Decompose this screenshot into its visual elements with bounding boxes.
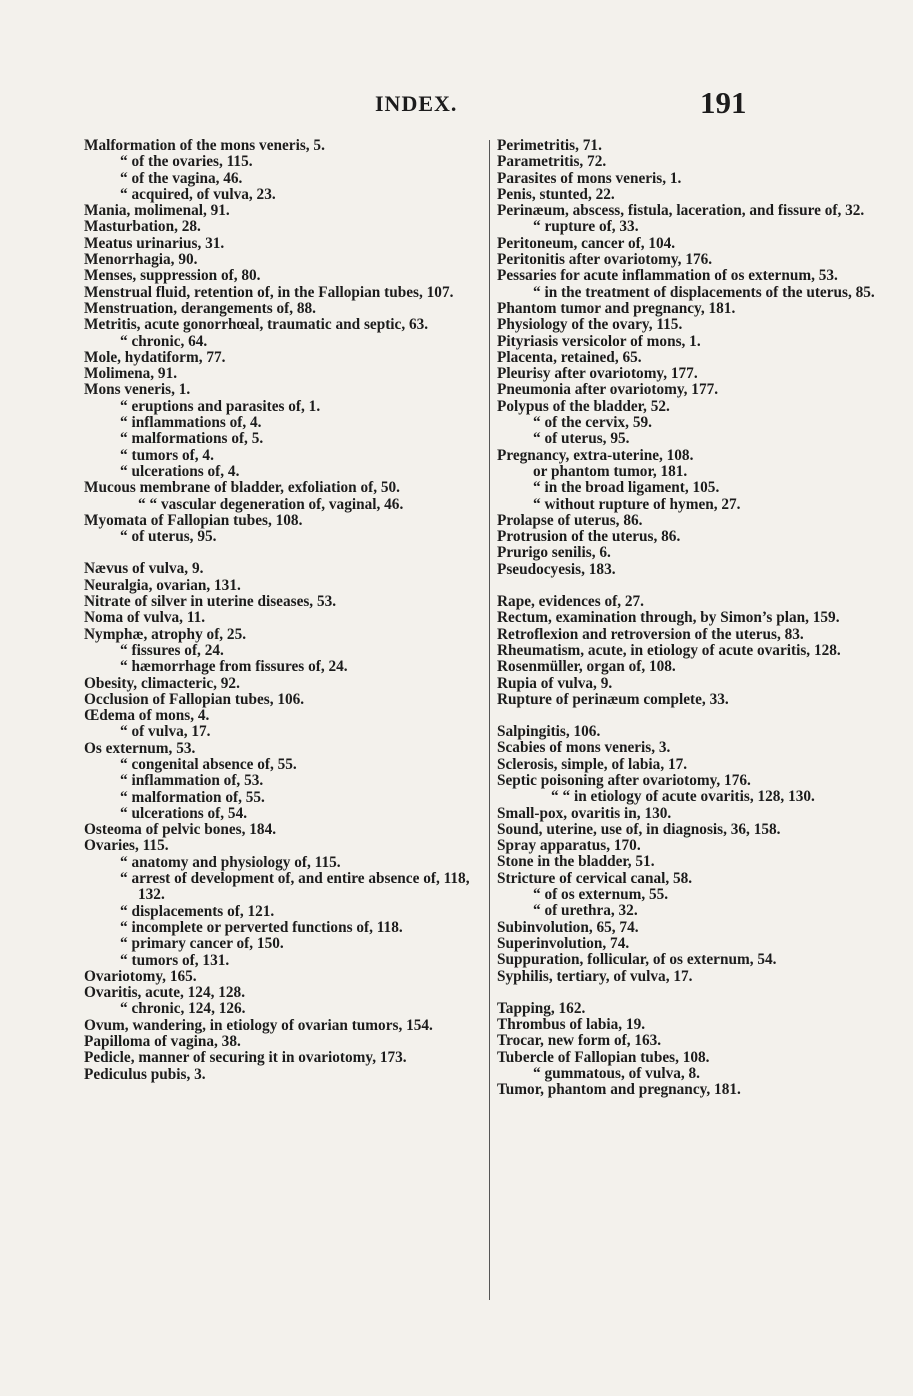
index-entry: Menstruation, derangements of, 88.	[84, 299, 316, 317]
index-subentry: “ “ vascular degeneration of, vaginal, 46.	[138, 495, 404, 513]
index-entry: Ovariotomy, 165.	[84, 967, 197, 985]
index-subentry: “ without rupture of hymen, 27.	[533, 495, 741, 513]
index-subentry: “ of the ovaries, 115.	[120, 153, 253, 171]
index-subentry: “ of vulva, 17.	[120, 723, 211, 741]
page-number: 191	[700, 85, 747, 120]
index-entry: Rectum, examination through, by Simon’s plan, 159.	[497, 609, 840, 627]
index-subentry: “ ulcerations of, 54.	[120, 804, 248, 822]
index-entry: Penis, stunted, 22.	[497, 185, 615, 203]
index-subentry: or phantom tumor, 181.	[533, 462, 688, 480]
index-subentry: “ in the broad ligament, 105.	[533, 479, 720, 497]
index-subentry: “ “ in etiology of acute ovaritis, 128, 130.	[551, 788, 815, 806]
index-entry: Pediculus pubis, 3.	[84, 1065, 206, 1083]
index-entry: Menorrhagia, 90.	[84, 251, 198, 269]
page-header	[0, 85, 800, 128]
index-subentry: “ displacements of, 121.	[120, 902, 275, 920]
index-entry: Pregnancy, extra-uterine, 108.	[497, 446, 694, 464]
index-entry: Sound, uterine, use of, in diagnosis, 36, 158.	[497, 820, 781, 838]
index-subentry: “ of os externum, 55.	[533, 886, 669, 904]
index-entry: Retroflexion and retroversion of the uterus, 83.	[497, 625, 804, 643]
index-entry: Prolapse of uterus, 86.	[497, 511, 643, 529]
index-entry: Tapping, 162.	[497, 999, 586, 1017]
index-entry: Perinæum, abscess, fistula, laceration, and fissure of, 32.	[497, 202, 865, 220]
index-entry: Peritoneum, cancer of, 104.	[497, 234, 676, 252]
index-entry: Spray apparatus, 170.	[497, 837, 641, 855]
index-subentry: “ fissures of, 24.	[120, 641, 224, 659]
index-subentry: “ tumors of, 131.	[120, 951, 230, 969]
index-subentry: “ of uterus, 95.	[120, 528, 217, 546]
index-entry: Pseudocyesis, 183.	[497, 560, 616, 578]
index-subentry: “ in the treatment of displacements of the uterus, 85.	[533, 283, 875, 301]
index-subentry: “ chronic, 64.	[120, 332, 208, 350]
index-subentry: “ tumors of, 4.	[120, 446, 214, 464]
index-entry: Placenta, retained, 65.	[497, 348, 642, 366]
index-entry: Rheumatism, acute, in etiology of acute ovaritis, 128.	[497, 641, 841, 659]
index-subentry: “ acquired, of vulva, 23.	[120, 185, 276, 203]
index-entry: Nitrate of silver in uterine diseases, 53.	[84, 593, 337, 611]
index-entry: Mons veneris, 1.	[84, 381, 191, 399]
index-entry: Thrombus of labia, 19.	[497, 1016, 646, 1034]
index-entry: Molimena, 91.	[84, 365, 178, 383]
index-entry: Œdema of mons, 4.	[84, 707, 210, 725]
index-entry: Pessaries for acute inflammation of os externum, 53.	[497, 267, 838, 285]
index-entry: Stone in the bladder, 51.	[497, 853, 655, 871]
index-subentry: “ malformation of, 55.	[120, 788, 265, 806]
index-entry: Mole, hydatiform, 77.	[84, 348, 226, 366]
index-subentry: “ inflammations of, 4.	[120, 414, 262, 432]
index-entry: Suppuration, follicular, of os externum, 54.	[497, 951, 777, 969]
index-entry: Nævus of vulva, 9.	[84, 560, 204, 578]
index-entry: Perimetritis, 71.	[497, 137, 602, 154]
index-subentry: “ primary cancer of, 150.	[120, 935, 284, 953]
index-entry: Tumor, phantom and pregnancy, 181.	[497, 1081, 741, 1099]
index-entry: Ovaries, 115.	[84, 837, 169, 855]
index-entry: Menstrual fluid, retention of, in the Fallopian tubes, 107.	[84, 283, 454, 301]
index-entry: Pneumonia after ovariotomy, 177.	[497, 381, 719, 399]
index-entry: Superinvolution, 74.	[497, 934, 630, 952]
index-entry: Septic poisoning after ovariotomy, 176.	[497, 771, 751, 789]
index-column-left	[84, 138, 486, 1083]
column-divider	[489, 140, 490, 1300]
index-entry: Obesity, climacteric, 92.	[84, 674, 240, 692]
index-subentry: “ malformations of, 5.	[120, 430, 264, 448]
index-entry: Nymphæ, atrophy of, 25.	[84, 625, 247, 643]
index-entry: Rosenmüller, organ of, 108.	[497, 658, 676, 676]
index-entry: Prurigo senilis, 6.	[497, 544, 611, 562]
index-entry: Neuralgia, ovarian, 131.	[84, 576, 241, 594]
index-entry: Pedicle, manner of securing it in ovariotomy, 173.	[84, 1049, 407, 1067]
index-subentry: “ of the cervix, 59.	[533, 414, 652, 432]
index-subentry: “ congenital absence of, 55.	[120, 755, 297, 773]
index-entry: Masturbation, 28.	[84, 218, 201, 236]
index-entry: Syphilis, tertiary, of vulva, 17.	[497, 967, 693, 985]
index-entry: Mucous membrane of bladder, exfoliation of, 50.	[84, 479, 400, 497]
index-entry: Menses, suppression of, 80.	[84, 267, 261, 285]
index-entry: Salpingitis, 106.	[497, 723, 601, 741]
index-entry: Metritis, acute gonorrhœal, traumatic and septic, 63.	[84, 316, 429, 334]
index-entry: Rape, evidences of, 27.	[497, 593, 645, 611]
index-entry: Protrusion of the uterus, 86.	[497, 528, 681, 546]
index-entry: Parametritis, 72.	[497, 153, 607, 171]
index-entry: Ovum, wandering, in etiology of ovarian tumors, 154.	[84, 1016, 433, 1034]
index-entry: Rupture of perinæum complete, 33.	[497, 690, 729, 708]
section-gap	[497, 985, 913, 1001]
index-subentry: “ arrest of development of, and entire absence of, 118, 132.	[120, 870, 470, 904]
index-subentry: “ of uterus, 95.	[533, 430, 630, 448]
index-entry: Sclerosis, simple, of labia, 17.	[497, 755, 688, 773]
index-entry: Polypus of the bladder, 52.	[497, 397, 670, 415]
index-subentry: “ anatomy and physiology of, 115.	[120, 853, 341, 871]
index-entry: Meatus urinarius, 31.	[84, 234, 225, 252]
index-subentry: “ inflammation of, 53.	[120, 772, 264, 790]
index-entry: Trocar, new form of, 163.	[497, 1032, 662, 1050]
index-subentry: “ eruptions and parasites of, 1.	[120, 397, 321, 415]
index-column-right	[497, 138, 913, 1099]
section-gap	[497, 578, 913, 594]
index-entry: Physiology of the ovary, 115.	[497, 316, 683, 334]
index-subentry: “ of urethra, 32.	[533, 902, 638, 920]
index-entry: Pleurisy after ovariotomy, 177.	[497, 365, 698, 383]
index-entry: Rupia of vulva, 9.	[497, 674, 613, 692]
index-subentry: “ chronic, 124, 126.	[120, 1000, 246, 1018]
section-gap	[497, 708, 913, 724]
index-entry: Tubercle of Fallopian tubes, 108.	[497, 1048, 710, 1066]
index-entry: Noma of vulva, 11.	[84, 609, 206, 627]
index-entry: Small-pox, ovaritis in, 130.	[497, 804, 672, 822]
index-entry: Ovaritis, acute, 124, 128.	[84, 984, 246, 1002]
index-entry: Phantom tumor and pregnancy, 181.	[497, 299, 736, 317]
index-entry: Scabies of mons veneris, 3.	[497, 739, 671, 757]
index-entry: Os externum, 53.	[84, 739, 196, 757]
index-entry: Osteoma of pelvic bones, 184.	[84, 821, 277, 839]
index-entry: Mania, molimenal, 91.	[84, 202, 230, 220]
index-subentry: “ gummatous, of vulva, 8.	[533, 1065, 701, 1083]
index-subentry: “ rupture of, 33.	[533, 218, 639, 236]
index-entry: Pityriasis versicolor of mons, 1.	[497, 332, 701, 350]
index-entry: Occlusion of Fallopian tubes, 106.	[84, 690, 305, 708]
index-entry: Peritonitis after ovariotomy, 176.	[497, 251, 713, 269]
index-subentry: “ incomplete or perverted functions of, 118.	[120, 918, 403, 936]
index-entry: Myomata of Fallopian tubes, 108.	[84, 511, 303, 529]
section-gap	[84, 545, 486, 561]
index-subentry: “ of the vagina, 46.	[120, 169, 243, 187]
index-entry: Parasites of mons veneris, 1.	[497, 169, 682, 187]
page-title: INDEX.	[375, 91, 458, 116]
index-subentry: “ hæmorrhage from fissures of, 24.	[120, 658, 348, 676]
index-entry: Stricture of cervical canal, 58.	[497, 869, 693, 887]
index-entry: Papilloma of vagina, 38.	[84, 1033, 241, 1051]
index-subentry: “ ulcerations of, 4.	[120, 462, 240, 480]
index-entry: Subinvolution, 65, 74.	[497, 918, 639, 936]
index-entry: Malformation of the mons veneris, 5.	[84, 137, 325, 154]
